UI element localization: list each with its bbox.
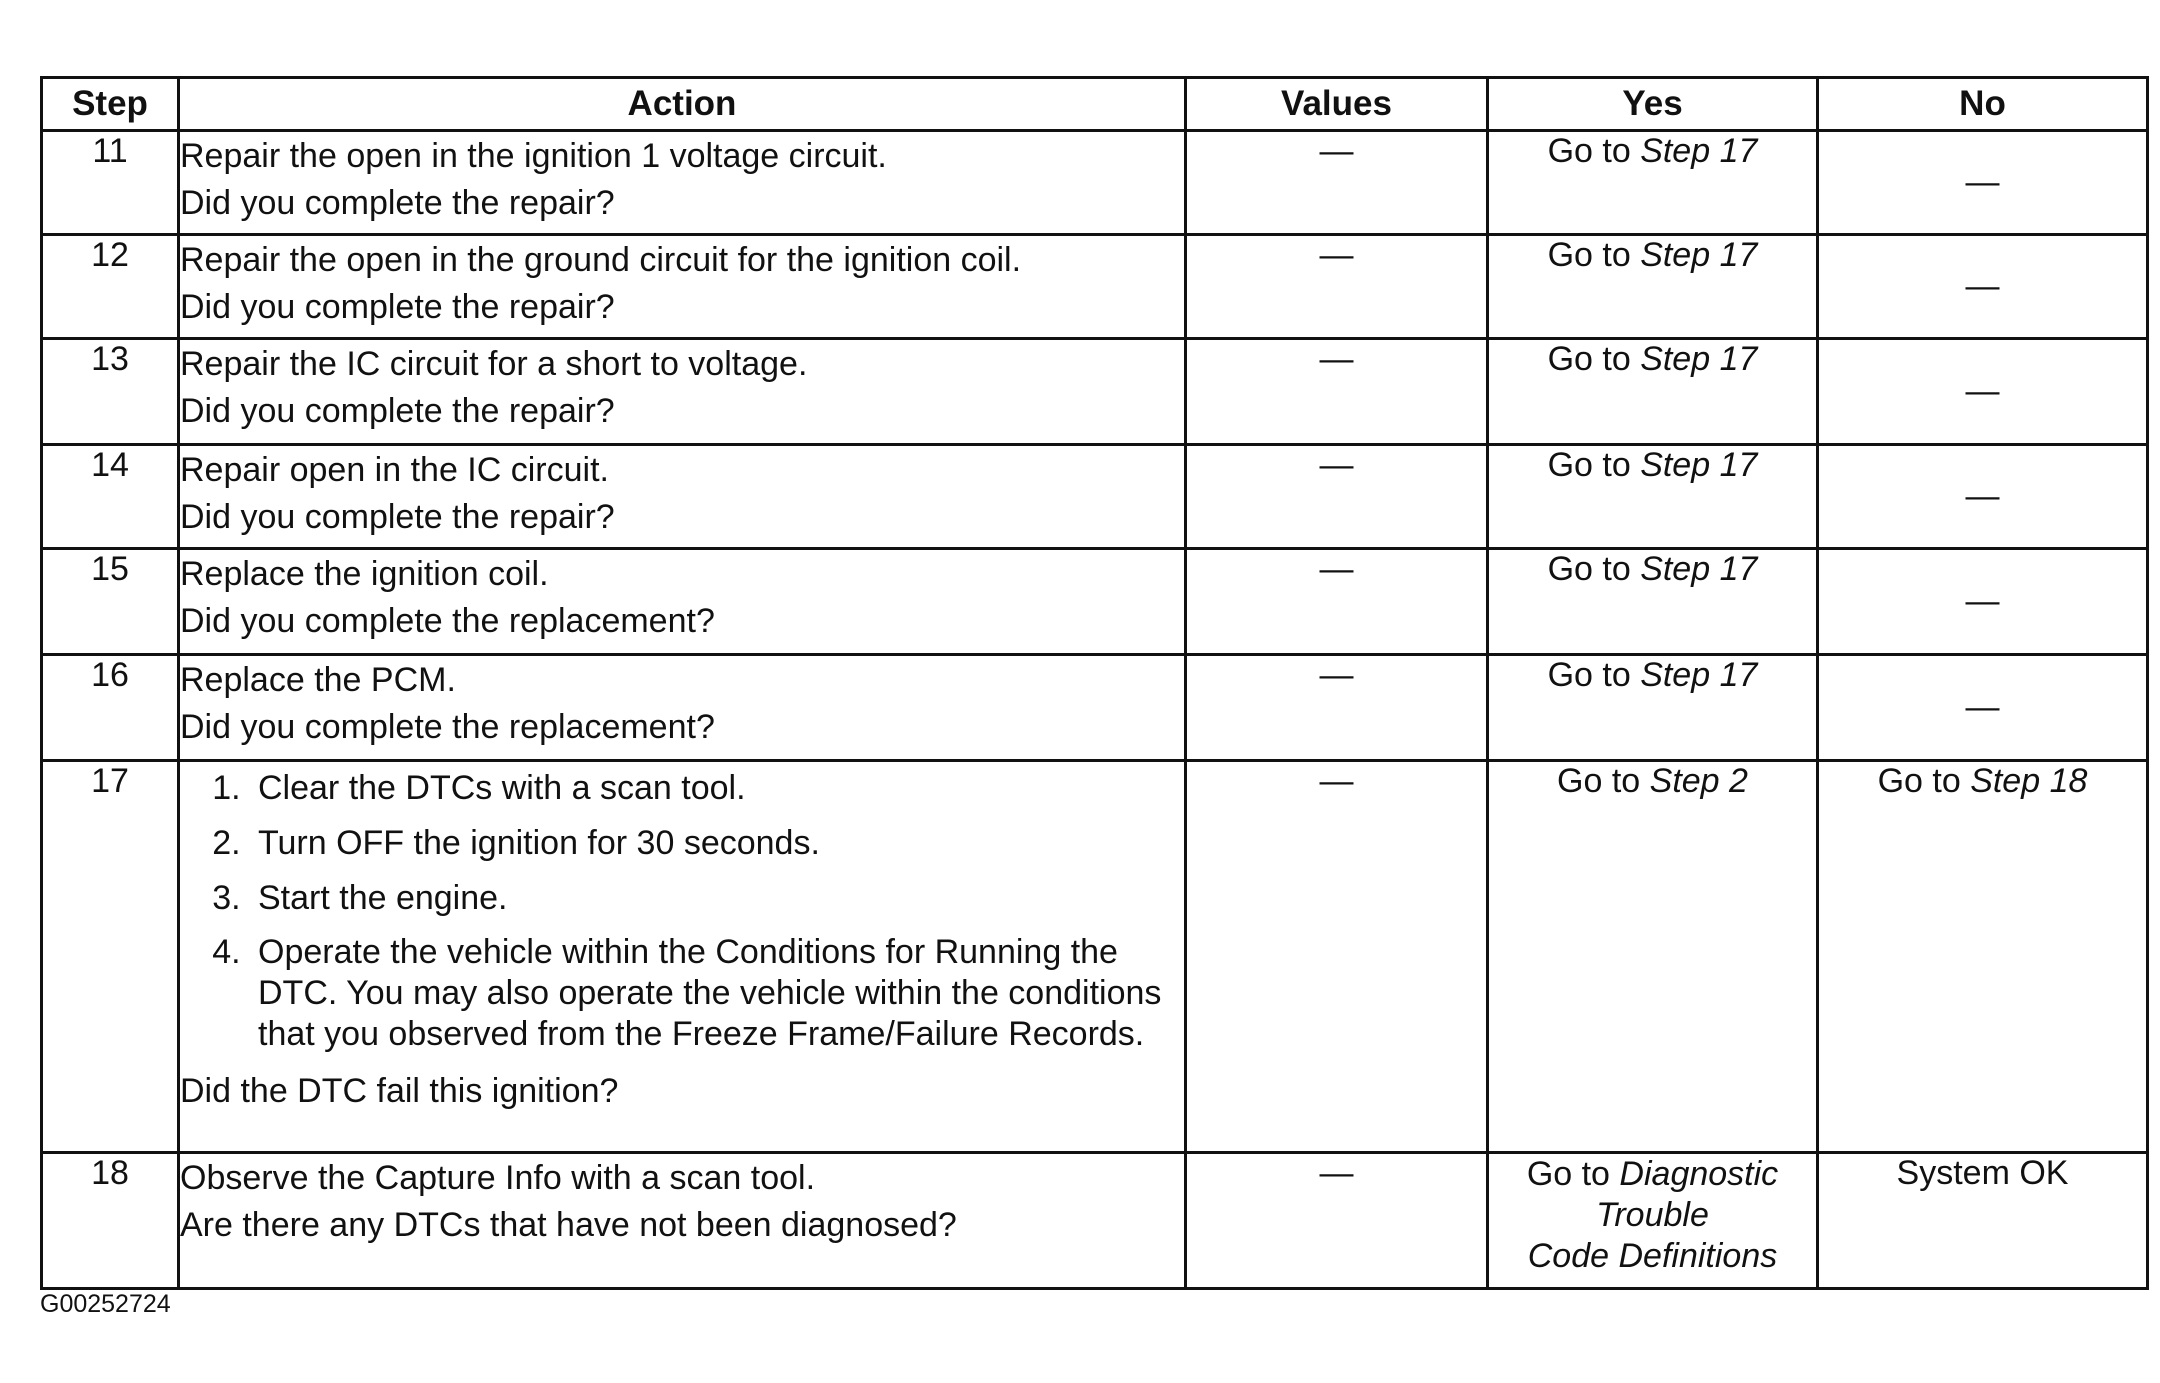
values-cell: — xyxy=(1186,655,1488,761)
yes-cell xyxy=(1488,761,1818,1153)
yes-prefix: Go to xyxy=(1526,1155,1620,1193)
action-question: Did you complete the repair? xyxy=(180,391,615,430)
step-number: 13 xyxy=(42,339,179,445)
action-cell xyxy=(179,339,1186,445)
action-text: Repair the open in the ignition 1 voltage circuit. xyxy=(180,137,887,175)
table-row xyxy=(42,339,2148,445)
substep-item: 1. Clear the DTCs with a scan tool. xyxy=(250,768,1184,809)
action-question: Did the DTC fail this ignition? xyxy=(180,1071,619,1110)
yes-cell xyxy=(1488,549,1818,655)
table-row xyxy=(42,235,2148,339)
header-action: Action xyxy=(179,78,1186,131)
yes-cell xyxy=(1488,1153,1818,1289)
diagnostic-table xyxy=(40,76,2149,1290)
action-cell xyxy=(179,131,1186,235)
no-cell: — xyxy=(1818,131,2148,235)
no-cell: — xyxy=(1818,549,2148,655)
yes-cell xyxy=(1488,339,1818,445)
action-cell xyxy=(179,235,1186,339)
yes-prefix: Go to xyxy=(1547,236,1641,274)
table-row xyxy=(42,549,2148,655)
yes-target: Step 17 xyxy=(1640,656,1758,694)
table-row xyxy=(42,131,2148,235)
yes-prefix: Go to xyxy=(1547,340,1641,378)
action-text: Replace the ignition coil. xyxy=(180,555,549,593)
yes-prefix: Go to xyxy=(1547,132,1641,170)
step-number: 14 xyxy=(42,445,179,549)
values-cell: — xyxy=(1186,549,1488,655)
action-text: Repair the open in the ground circuit for the ignition coil. xyxy=(180,241,1022,279)
values-cell: — xyxy=(1186,131,1488,235)
no-cell: — xyxy=(1818,235,2148,339)
action-question: Did you complete the repair? xyxy=(180,183,615,222)
yes-line-2: Trouble xyxy=(1596,1195,1709,1234)
step-number: 17 xyxy=(42,761,179,1153)
yes-target: Step 17 xyxy=(1640,132,1758,170)
step-number: 16 xyxy=(42,655,179,761)
substep-list xyxy=(180,768,1184,1055)
action-question: Are there any DTCs that have not been diagnosed? xyxy=(180,1205,957,1244)
no-cell: — xyxy=(1818,655,2148,761)
action-question: Did you complete the repair? xyxy=(180,287,615,326)
action-cell xyxy=(179,445,1186,549)
yes-target: Step 2 xyxy=(1649,762,1748,800)
table-row xyxy=(42,1153,2148,1289)
no-target: Step 18 xyxy=(1970,762,2088,800)
header-no: No xyxy=(1818,78,2148,131)
action-cell xyxy=(179,549,1186,655)
yes-prefix: Go to xyxy=(1547,550,1641,588)
action-cell xyxy=(179,761,1186,1153)
yes-target: Diagnostic xyxy=(1619,1155,1779,1193)
header-yes: Yes xyxy=(1488,78,1818,131)
yes-target: Step 17 xyxy=(1640,446,1758,484)
action-question: Did you complete the repair? xyxy=(180,497,615,536)
substep-item: 2. Turn OFF the ignition for 30 seconds. xyxy=(250,823,1184,864)
yes-cell xyxy=(1488,655,1818,761)
no-prefix: Go to xyxy=(1877,762,1971,800)
action-question: Did you complete the replacement? xyxy=(180,601,715,640)
step-number: 15 xyxy=(42,549,179,655)
no-cell: — xyxy=(1818,445,2148,549)
action-cell xyxy=(179,1153,1186,1289)
header-step: Step xyxy=(42,78,179,131)
values-cell: — xyxy=(1186,235,1488,339)
yes-prefix: Go to xyxy=(1547,446,1641,484)
table-row xyxy=(42,761,2148,1153)
no-cell: System OK xyxy=(1818,1153,2148,1289)
yes-prefix: Go to xyxy=(1547,656,1641,694)
action-cell xyxy=(179,655,1186,761)
action-text: Replace the PCM. xyxy=(180,661,456,699)
action-text: Repair the IC circuit for a short to voltage. xyxy=(180,345,808,383)
step-number: 12 xyxy=(42,235,179,339)
header-row xyxy=(42,78,2148,131)
table-row xyxy=(42,445,2148,549)
no-cell xyxy=(1818,761,2148,1153)
step-number: 18 xyxy=(42,1153,179,1289)
values-cell: — xyxy=(1186,445,1488,549)
yes-line-1 xyxy=(1489,1154,1816,1195)
yes-line-3: Code Definitions xyxy=(1527,1236,1778,1275)
yes-cell xyxy=(1488,131,1818,235)
figure-id: G00252724 xyxy=(40,1290,171,1318)
action-text: Observe the Capture Info with a scan tool. xyxy=(180,1159,816,1197)
yes-cell xyxy=(1488,445,1818,549)
yes-prefix: Go to xyxy=(1557,762,1650,800)
values-cell: — xyxy=(1186,761,1488,1153)
values-cell: — xyxy=(1186,339,1488,445)
values-cell: — xyxy=(1186,1153,1488,1289)
yes-target: Step 17 xyxy=(1640,236,1758,274)
action-question: Did you complete the replacement? xyxy=(180,707,715,746)
yes-cell xyxy=(1488,235,1818,339)
step-number: 11 xyxy=(42,131,179,235)
substep-item: 3. Start the engine. xyxy=(250,878,1184,919)
header-values: Values xyxy=(1186,78,1488,131)
yes-target: Step 17 xyxy=(1640,550,1758,588)
action-text: Repair open in the IC circuit. xyxy=(180,451,609,489)
yes-target: Step 17 xyxy=(1640,340,1758,378)
substep-item: 4. Operate the vehicle within the Conditions for Running the DTC. You may also operate the vehicle within the conditions that you observed from the Freeze Frame/Failure Records. xyxy=(250,932,1184,1054)
table-row xyxy=(42,655,2148,761)
no-cell: — xyxy=(1818,339,2148,445)
